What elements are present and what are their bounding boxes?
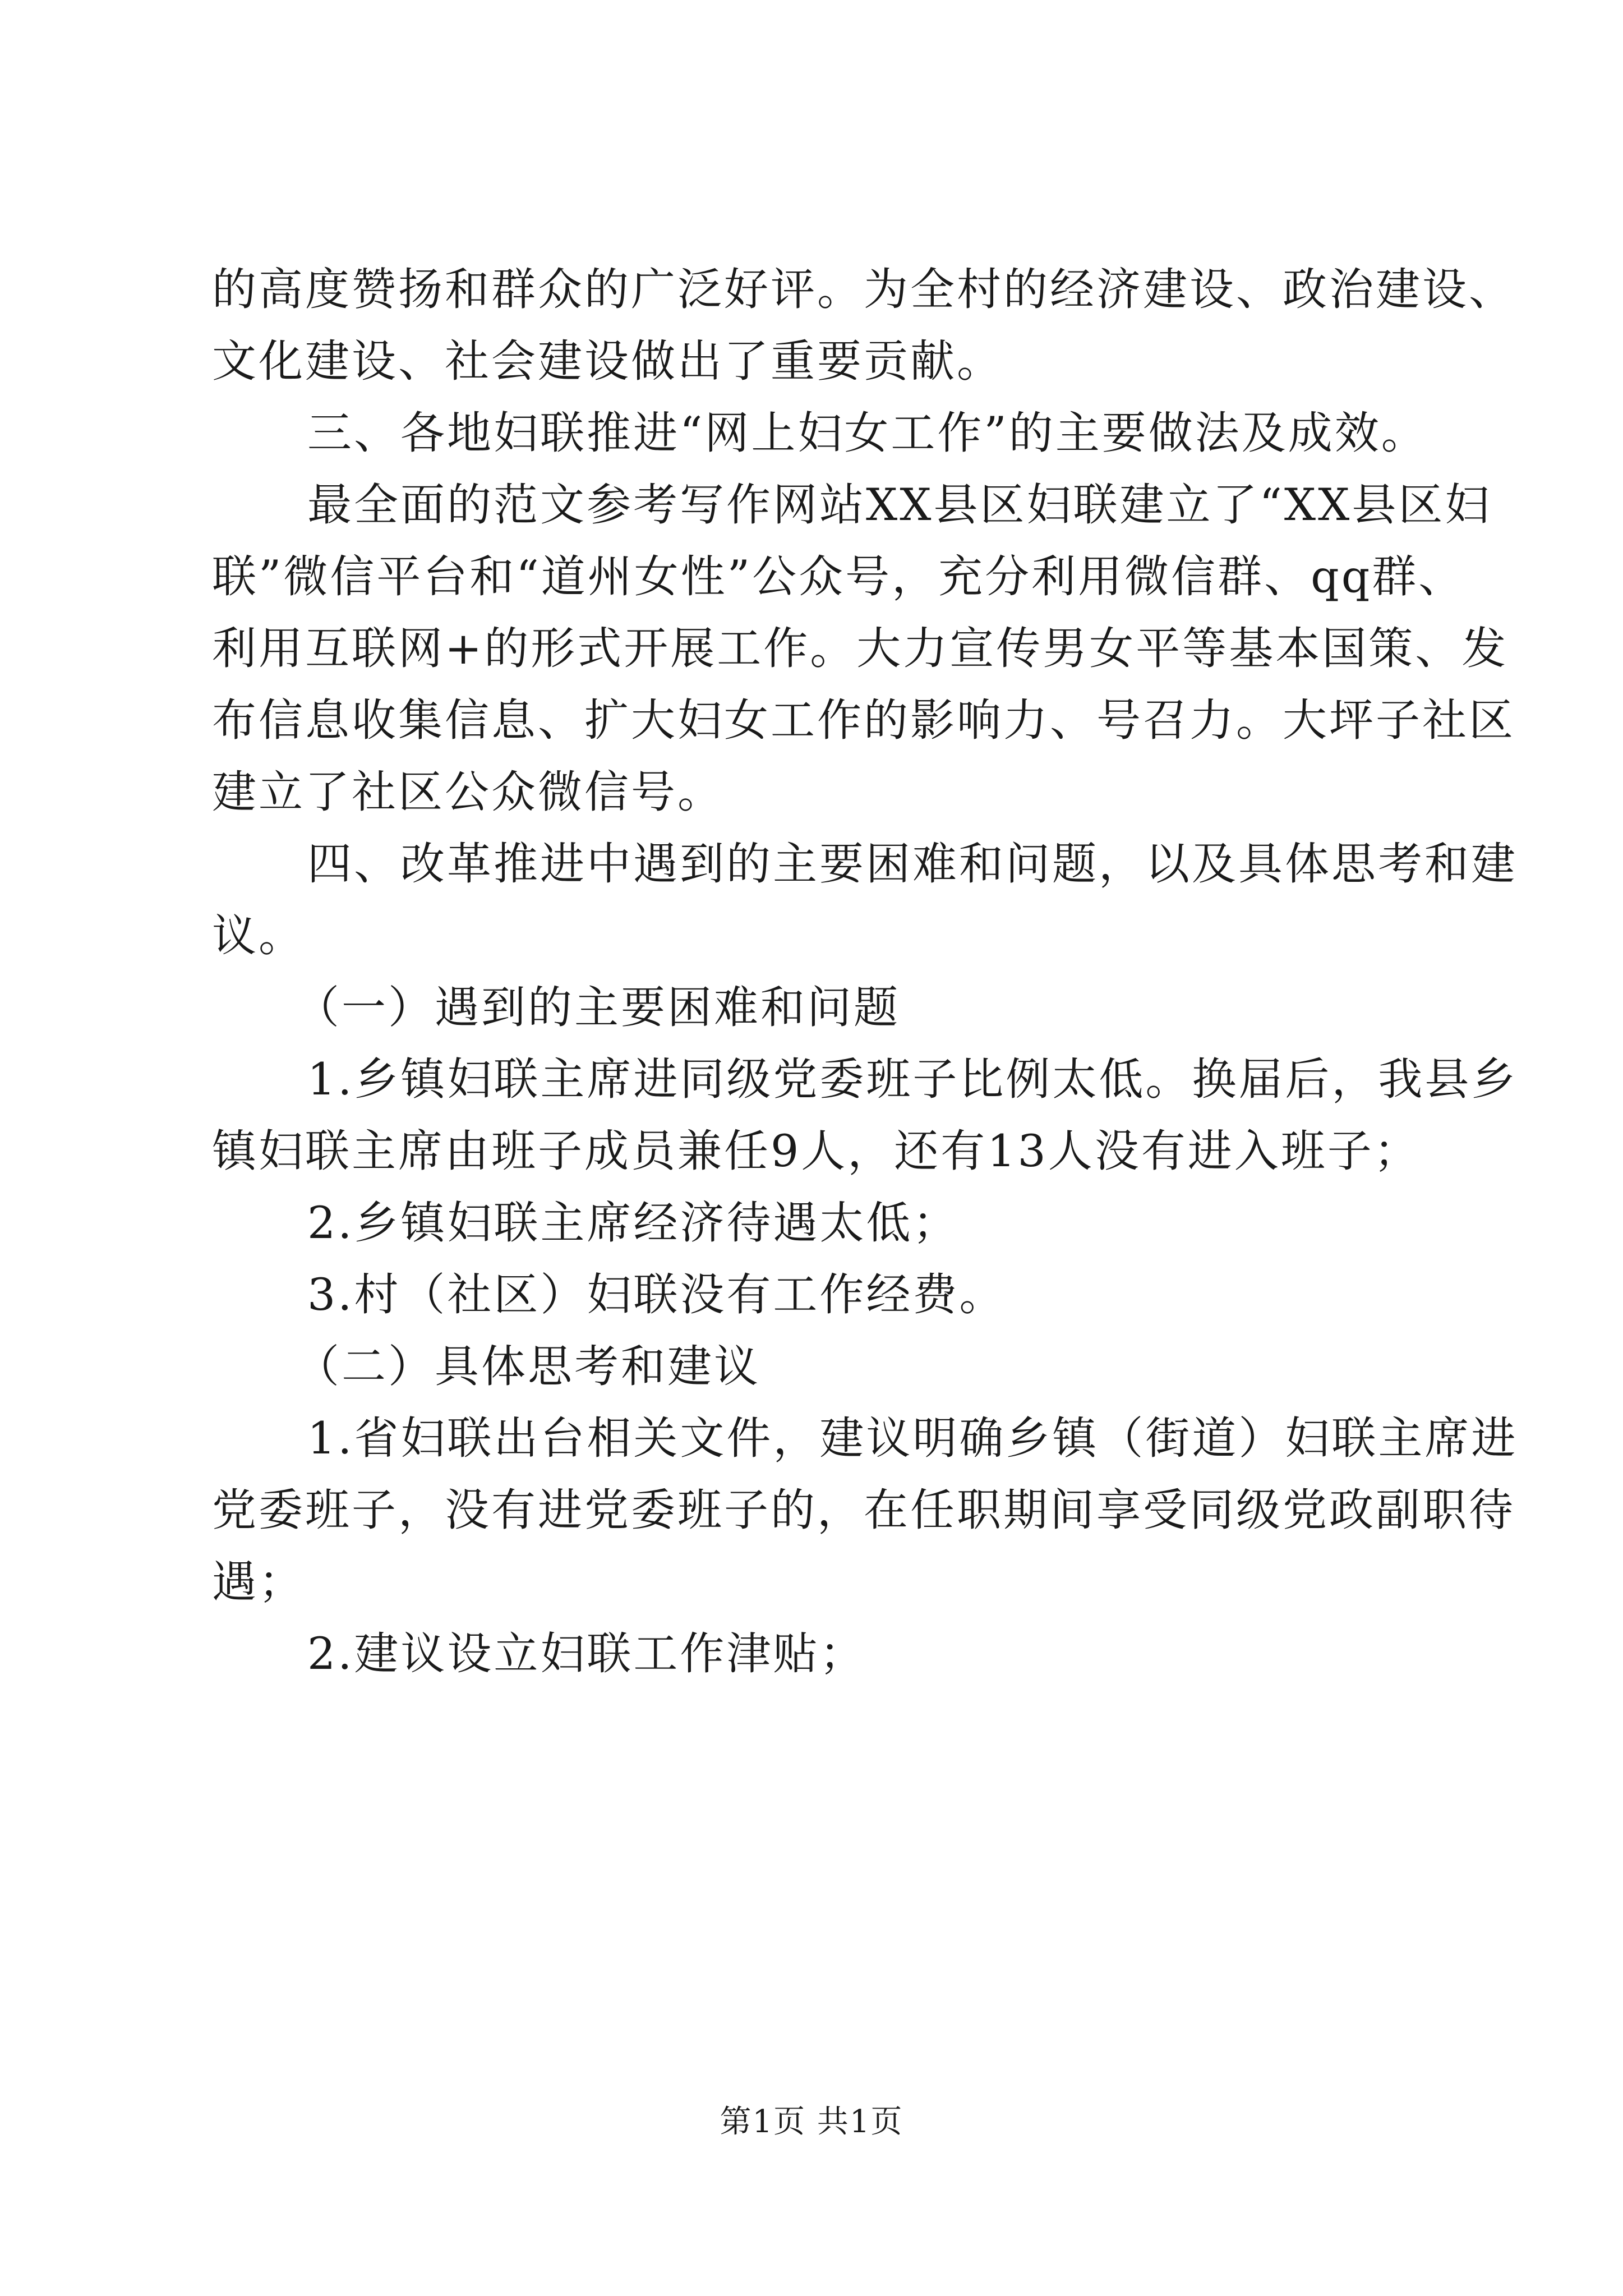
text-line: 3.村（社区）妇联没有工作经费。	[307, 1269, 1006, 1320]
text-line: 最全面的范文参考写作网站XX县区妇联建立了“XX县区妇	[307, 479, 1492, 531]
text-line: 2.建议设立妇联工作津贴；	[307, 1628, 866, 1680]
text-line: 建立了社区公众微信号。	[212, 766, 724, 818]
text-line: 的高度赞扬和群众的广泛好评。为全村的经济建设、政治建设、	[212, 264, 1515, 315]
text-line: 文化建设、社会建设做出了重要贡献。	[212, 335, 1003, 387]
section-heading-3: 三、各地妇联推进“网上妇女工作”的主要做法及成效。	[307, 407, 1428, 459]
text-line: 议。	[212, 910, 305, 961]
text-line: 联”微信平台和“道州女性”公众号，充分利用微信群、qq群、	[212, 551, 1465, 602]
subsection-heading-2: （二）具体思考和建议	[295, 1341, 760, 1392]
page-number: 第1页 共1页	[720, 2104, 903, 2140]
document-body	[212, 254, 1518, 1690]
text-line: 遇；	[212, 1556, 305, 1608]
text-line: 1.省妇联出台相关文件，建议明确乡镇（街道）妇联主席进	[307, 1412, 1518, 1464]
text-line: 党委班子，没有进党委班子的，在任职期间享受同级党政副职待	[212, 1484, 1515, 1536]
text-line: 布信息收集信息、扩大妇女工作的影响力、号召力。大坪子社区	[212, 694, 1515, 746]
text-line: 镇妇联主席由班子成员兼任9人，还有13人没有进入班子；	[212, 1125, 1421, 1177]
text-line: 1.乡镇妇联主席进同级党委班子比例太低。换届后，我县乡	[307, 1053, 1518, 1105]
text-line: 2.乡镇妇联主席经济待遇太低；	[307, 1197, 960, 1249]
section-heading-4: 四、改革推进中遇到的主要困难和问题，以及具体思考和建	[307, 838, 1518, 890]
text-line: 利用互联网+的形式开展工作。大力宣传男女平等基本国策、发	[212, 623, 1509, 674]
subsection-heading-1: （一）遇到的主要困难和问题	[295, 982, 900, 1033]
